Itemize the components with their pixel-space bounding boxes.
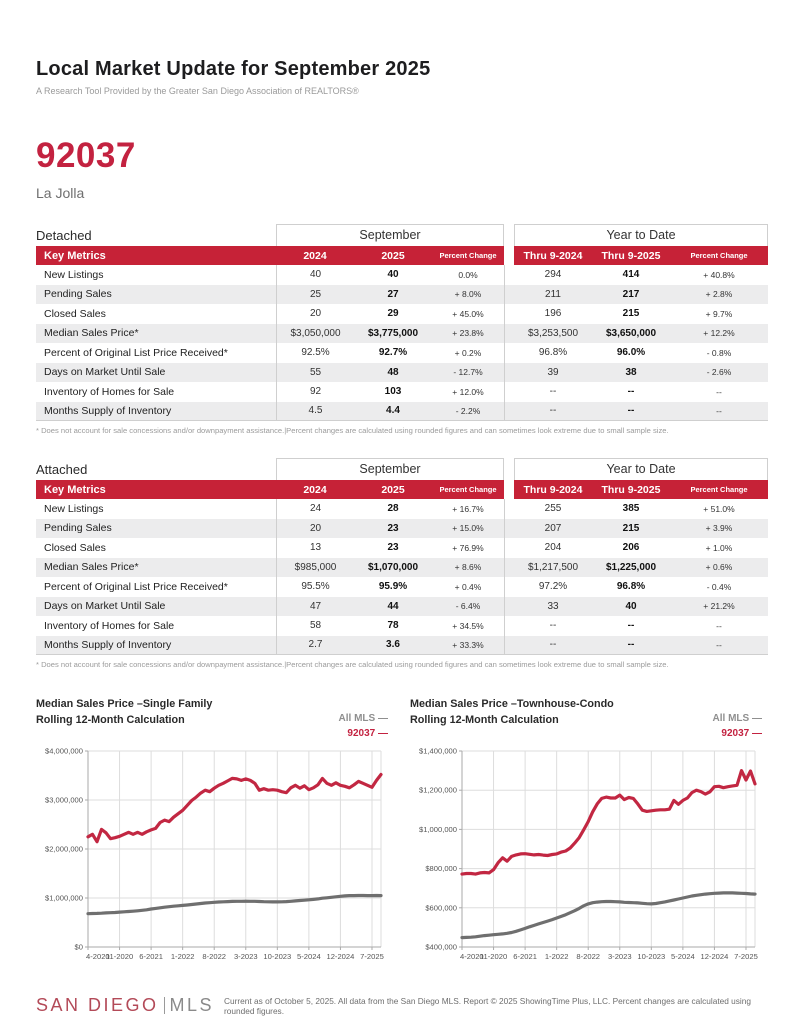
table-row [36, 363, 768, 383]
value-cell: 215 [622, 522, 640, 534]
column-header: Thru 9-2024 [514, 480, 592, 499]
value-cell: 92.5% [276, 343, 354, 363]
value-cell: 196 [544, 308, 562, 320]
svg-text:$0: $0 [74, 942, 83, 952]
svg-text:1-2022: 1-2022 [544, 952, 569, 961]
chart-title-line2: Rolling 12-Month Calculation [36, 713, 185, 726]
value-cell: 95.5% [276, 577, 354, 597]
metric-label: New Listings [44, 502, 104, 515]
metric-label: Median Sales Price* [44, 327, 139, 340]
chart-legend [339, 697, 388, 741]
key-metrics-row [36, 480, 768, 499]
value-cell: + 76.9% [452, 542, 484, 553]
value-cell: + 34.5% [452, 620, 484, 631]
chart-title [36, 697, 212, 728]
svg-text:$400,000: $400,000 [425, 942, 457, 952]
attached-section [36, 458, 768, 669]
value-cell: -- [627, 386, 635, 398]
value-cell: 0.0% [458, 269, 478, 280]
value-cell: 207 [544, 522, 562, 534]
value-cell: + 51.0% [703, 503, 735, 514]
value-cell: -- [716, 386, 722, 397]
value-cell: 96.8% [616, 581, 646, 593]
value-cell: 211 [545, 288, 561, 300]
value-cell: -- [716, 639, 722, 650]
detached-table [36, 224, 768, 421]
table-row [36, 577, 768, 597]
value-cell: 25 [276, 285, 354, 305]
series-line-all-mls [462, 893, 755, 938]
group-header-september: September [276, 224, 504, 246]
legend-entry-all-mls: All MLS — [338, 713, 388, 724]
value-cell: 24 [276, 499, 354, 519]
chart-plot [410, 743, 762, 972]
svg-text:3-2023: 3-2023 [233, 952, 258, 961]
value-cell: 29 [387, 308, 399, 320]
value-cell: - 6.4% [455, 601, 481, 612]
metric-label: Closed Sales [44, 307, 106, 320]
chart-title-line1: Median Sales Price –Single Family [36, 698, 213, 710]
column-header: Percent Change [670, 246, 768, 265]
svg-text:11-2020: 11-2020 [105, 952, 134, 961]
value-cell: 39 [547, 366, 559, 378]
table-row [36, 304, 768, 324]
group-gap [504, 382, 514, 402]
table-row [36, 499, 768, 519]
value-cell: -- [627, 639, 635, 651]
value-cell: + 1.0% [705, 542, 733, 553]
column-header: Thru 9-2025 [592, 246, 670, 265]
value-cell: 92.7% [378, 347, 408, 359]
value-cell: + 12.0% [452, 386, 484, 397]
metric-label: Days on Market Until Sale [44, 600, 166, 613]
value-cell: $985,000 [276, 558, 354, 578]
value-cell: 4.5 [276, 402, 354, 421]
value-cell: 4.4 [386, 405, 400, 417]
metric-label: Inventory of Homes for Sale [44, 619, 175, 632]
value-cell: -- [627, 405, 635, 417]
value-cell: $3,050,000 [276, 324, 354, 344]
value-cell: 48 [387, 366, 399, 378]
column-header: Percent Change [432, 480, 504, 499]
metric-label: Months Supply of Inventory [44, 638, 172, 651]
value-cell: 58 [276, 616, 354, 636]
value-cell: 206 [622, 542, 640, 554]
table-row [36, 597, 768, 617]
chart-plot [36, 743, 388, 972]
svg-text:3-2023: 3-2023 [607, 952, 632, 961]
svg-text:8-2022: 8-2022 [576, 952, 601, 961]
footer-disclaimer: Current as of October 5, 2025. All data from the San Diego MLS. Report © 2025 ShowingTime Plus, LLC. Percent changes are calculated using rounded figures. [224, 995, 752, 1016]
group-gap [504, 343, 514, 363]
svg-text:4-2020: 4-2020 [460, 952, 484, 961]
value-cell: $3,253,500 [527, 327, 579, 339]
group-header-ytd: Year to Date [514, 458, 768, 480]
series-line-92037 [88, 775, 381, 842]
group-gap [504, 558, 514, 578]
table-row [36, 538, 768, 558]
table-row [36, 343, 768, 363]
footer [36, 995, 776, 1016]
logo-mls: MLS [169, 995, 215, 1015]
metric-label: Days on Market Until Sale [44, 366, 166, 379]
value-cell: + 0.6% [705, 562, 733, 573]
svg-text:5-2024: 5-2024 [671, 952, 695, 961]
detached-section [36, 224, 768, 435]
value-cell: -- [549, 620, 557, 632]
group-gap [504, 616, 514, 636]
svg-text:12-2024: 12-2024 [326, 952, 355, 961]
value-cell: 40 [625, 600, 637, 612]
chart-svg [410, 743, 762, 967]
table-row [36, 616, 768, 636]
svg-text:4-2020: 4-2020 [86, 952, 110, 961]
value-cell: 40 [276, 265, 354, 285]
legend-entry-all-mls: All MLS — [712, 713, 762, 724]
svg-text:6-2021: 6-2021 [139, 952, 163, 961]
value-cell: + 16.7% [452, 503, 484, 514]
value-cell: 44 [387, 600, 399, 612]
value-cell: 97.2% [538, 581, 568, 593]
table-row [36, 324, 768, 344]
svg-text:8-2022: 8-2022 [202, 952, 227, 961]
svg-text:$3,000,000: $3,000,000 [44, 795, 83, 805]
value-cell: - 2.2% [455, 405, 481, 416]
area-name: La Jolla [36, 185, 85, 201]
table-row [36, 265, 768, 285]
value-cell: -- [716, 620, 722, 631]
column-header: Thru 9-2025 [592, 480, 670, 499]
metric-label: Pending Sales [44, 522, 112, 535]
svg-text:$2,000,000: $2,000,000 [44, 844, 83, 854]
value-cell: 23 [387, 522, 399, 534]
value-cell: 33 [547, 600, 559, 612]
metric-label: Percent of Original List Price Received* [44, 346, 228, 359]
header-gap [504, 480, 514, 499]
value-cell: 215 [622, 308, 640, 320]
svg-text:$1,400,000: $1,400,000 [418, 746, 457, 756]
metric-label: Percent of Original List Price Received* [44, 580, 228, 593]
table-row [36, 558, 768, 578]
value-cell: + 3.9% [705, 523, 733, 534]
group-gap [504, 363, 514, 383]
value-cell: 96.0% [616, 347, 646, 359]
group-gap [504, 285, 514, 305]
svg-text:$1,000,000: $1,000,000 [44, 893, 83, 903]
chart-title-line2: Rolling 12-Month Calculation [410, 713, 559, 726]
value-cell: + 12.2% [703, 328, 735, 339]
value-cell: - 2.6% [706, 367, 732, 378]
value-cell: 23 [387, 542, 399, 554]
value-cell: 28 [387, 503, 399, 515]
value-cell: -- [549, 405, 557, 417]
group-gap [504, 304, 514, 324]
value-cell: 255 [544, 503, 562, 515]
chart-svg [36, 743, 388, 967]
value-cell: + 21.2% [703, 601, 735, 612]
svg-text:$1,000,000: $1,000,000 [418, 824, 457, 834]
zip-code: 92037 [36, 136, 136, 175]
value-cell: - 0.4% [706, 581, 732, 592]
value-cell: 13 [276, 538, 354, 558]
value-cell: + 15.0% [452, 523, 484, 534]
header-gap [504, 246, 514, 265]
value-cell: 20 [276, 304, 354, 324]
value-cell: + 8.0% [454, 289, 482, 300]
value-cell: - 12.7% [453, 367, 483, 378]
chart-legend [713, 697, 762, 741]
value-cell: + 23.8% [452, 328, 484, 339]
value-cell: 47 [276, 597, 354, 617]
group-gap [504, 402, 514, 421]
metric-label: Median Sales Price* [44, 561, 139, 574]
value-cell: 55 [276, 363, 354, 383]
metric-label: Closed Sales [44, 541, 106, 554]
group-gap [504, 636, 514, 655]
value-cell: + 8.6% [454, 562, 482, 573]
group-gap [504, 324, 514, 344]
value-cell: $3,775,000 [367, 327, 419, 339]
value-cell: 38 [625, 366, 637, 378]
chart-title-line1: Median Sales Price –Townhouse-Condo [410, 698, 614, 710]
group-gap [504, 499, 514, 519]
value-cell: -- [716, 405, 722, 416]
value-cell: - 0.8% [706, 347, 732, 358]
value-cell: $1,070,000 [367, 561, 419, 573]
column-header: 2025 [354, 246, 432, 265]
table-row [36, 285, 768, 305]
column-header: Percent Change [432, 246, 504, 265]
value-cell: 385 [622, 503, 640, 515]
svg-text:10-2023: 10-2023 [263, 952, 292, 961]
value-cell: + 40.8% [703, 269, 735, 280]
san-diego-mls-logo [36, 995, 214, 1016]
value-cell: 3.6 [386, 639, 400, 651]
value-cell: + 45.0% [452, 308, 484, 319]
value-cell: -- [627, 620, 635, 632]
group-gap [504, 597, 514, 617]
value-cell: -- [549, 639, 557, 651]
value-cell: 294 [544, 269, 562, 281]
legend-entry-92037: 92037 — [347, 728, 388, 739]
chart-single-family [36, 697, 388, 972]
value-cell: $3,650,000 [605, 327, 657, 339]
column-header: 2024 [276, 246, 354, 265]
page-title: Local Market Update for September 2025 [36, 58, 431, 80]
value-cell: 95.9% [378, 581, 408, 593]
section-label: Attached [36, 462, 88, 477]
section-label: Detached [36, 228, 92, 243]
svg-text:6-2021: 6-2021 [513, 952, 537, 961]
value-cell: $1,217,500 [527, 561, 579, 573]
table-row [36, 382, 768, 402]
group-gap [504, 577, 514, 597]
series-line-92037 [462, 771, 755, 875]
page-subtitle: A Research Tool Provided by the Greater San Diego Association of REALTORS® [36, 86, 359, 96]
table-footnote: * Does not account for sale concessions and/or downpayment assistance.|Percent changes are calculated using rounded figures and can sometimes look extreme due to small sample size. [36, 660, 669, 669]
chart-title [410, 697, 614, 728]
attached-table [36, 458, 768, 655]
value-cell: + 2.8% [705, 289, 733, 300]
column-header: 2024 [276, 480, 354, 499]
logo-divider [164, 997, 165, 1014]
value-cell: 217 [622, 288, 640, 300]
metric-label: Inventory of Homes for Sale [44, 385, 175, 398]
svg-text:12-2024: 12-2024 [700, 952, 729, 961]
svg-text:$600,000: $600,000 [425, 903, 457, 913]
value-cell: 40 [387, 269, 399, 281]
table-footnote: * Does not account for sale concessions and/or downpayment assistance.|Percent changes are calculated using rounded figures and can sometimes look extreme due to small sample size. [36, 426, 669, 435]
column-header: Thru 9-2024 [514, 246, 592, 265]
group-gap [504, 519, 514, 539]
chart-townhouse-condo [410, 697, 762, 972]
key-metrics-label: Key Metrics [36, 246, 276, 265]
svg-text:10-2023: 10-2023 [637, 952, 666, 961]
logo-san-diego: SAN DIEGO [36, 995, 159, 1015]
metric-label: Pending Sales [44, 288, 112, 301]
value-cell: 414 [622, 269, 640, 281]
value-cell: 204 [544, 542, 562, 554]
table-group-header-row [36, 224, 768, 246]
value-cell: + 9.7% [705, 308, 733, 319]
svg-text:$800,000: $800,000 [425, 864, 457, 874]
group-gap [504, 265, 514, 285]
table-row [36, 636, 768, 656]
svg-text:11-2020: 11-2020 [479, 952, 508, 961]
group-gap [504, 538, 514, 558]
column-header: Percent Change [670, 480, 768, 499]
value-cell: 96.8% [538, 347, 568, 359]
legend-entry-92037: 92037 — [721, 728, 762, 739]
value-cell: + 0.4% [454, 581, 482, 592]
table-group-header-row [36, 458, 768, 480]
group-header-ytd: Year to Date [514, 224, 768, 246]
svg-text:5-2024: 5-2024 [297, 952, 321, 961]
value-cell: + 33.3% [452, 639, 484, 650]
svg-text:7-2025: 7-2025 [360, 952, 384, 961]
table-row [36, 519, 768, 539]
charts-row [36, 697, 768, 972]
svg-text:7-2025: 7-2025 [734, 952, 758, 961]
value-cell: -- [549, 386, 557, 398]
key-metrics-label: Key Metrics [36, 480, 276, 499]
value-cell: 78 [387, 620, 399, 632]
svg-text:1-2022: 1-2022 [170, 952, 195, 961]
value-cell: 27 [387, 288, 399, 300]
value-cell: 103 [384, 386, 402, 398]
group-header-september: September [276, 458, 504, 480]
column-header: 2025 [354, 480, 432, 499]
value-cell: 92 [276, 382, 354, 402]
table-row [36, 402, 768, 422]
svg-text:$4,000,000: $4,000,000 [44, 746, 83, 756]
key-metrics-row [36, 246, 768, 265]
metric-label: Months Supply of Inventory [44, 404, 172, 417]
value-cell: $1,225,000 [605, 561, 657, 573]
value-cell: 20 [276, 519, 354, 539]
value-cell: + 0.2% [454, 347, 482, 358]
svg-text:$1,200,000: $1,200,000 [418, 785, 457, 795]
metric-label: New Listings [44, 268, 104, 281]
value-cell: 2.7 [276, 636, 354, 655]
